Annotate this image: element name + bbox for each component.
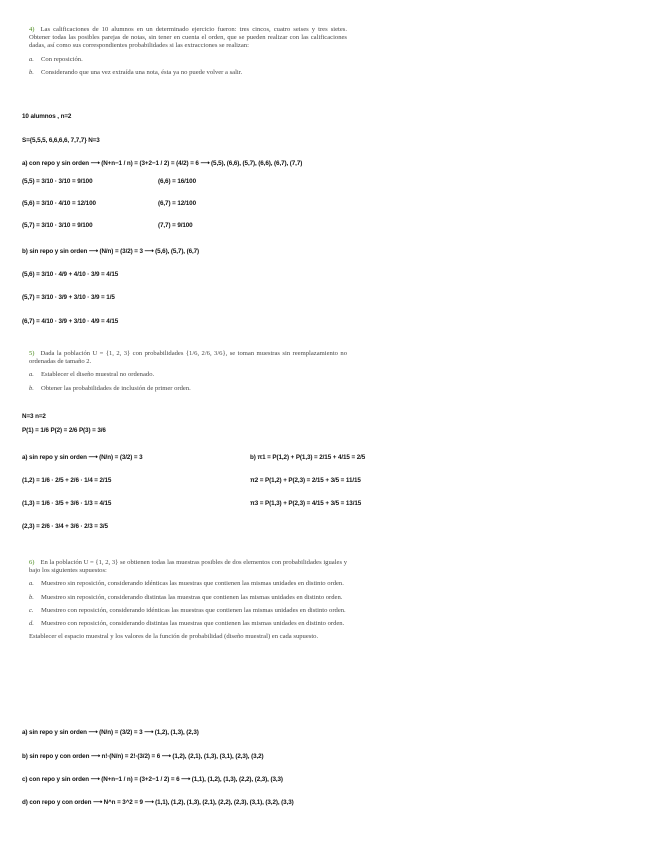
option-text: Considerando que una vez extraída una nota, ésta ya no puede volver a salir. [41, 68, 243, 76]
handwritten-line: b) sin repo y sin orden ⟶ (N/n) = (3/2) = 3 ⟶ (5,6), (5,7), (6,7) [22, 248, 200, 255]
handwritten-line: d) con repo y con orden ⟶ N^n = 3^2 = 9 ⟶ (1,1), (1,2), (1,3), (2,1), (2,2), (2,3), (3,1), (3,2), (3,3) [22, 799, 294, 806]
option-text: Muestreo sin reposición, considerando idénticas las muestras que contienen las mismas unidades en distinto orden. [41, 580, 344, 588]
handwritten-line: (7,7) = 9/100 [158, 222, 193, 229]
option-c [29, 607, 347, 615]
option-text: Muestreo con reposición, considerando distintas las muestras que contienen las mismas unidades en distinto orden. [41, 620, 345, 628]
exercise-6 [29, 559, 347, 641]
option-letter: b. [29, 384, 34, 392]
option-text: Con reposición. [41, 55, 83, 63]
handwritten-line: (1,3) = 1/6 · 3/5 + 3/6 · 1/3 = 4/15 [22, 500, 112, 507]
exercise-5 [29, 350, 347, 393]
option-text: Establecer el diseño muestral no ordenado. [41, 371, 155, 379]
option-a [29, 371, 347, 379]
exercise-number: 4) [29, 26, 35, 33]
option-letter: a. [29, 371, 34, 379]
handwritten-line: 10 alumnos , n=2 [22, 113, 72, 120]
option-letter: a. [29, 580, 34, 588]
handwritten-line: π3 = P(1,3) + P(2,3) = 4/15 + 3/5 = 13/15 [250, 500, 362, 507]
handwritten-line: (5,7) = 3/10 · 3/9 + 3/10 · 3/9 = 1/5 [22, 294, 115, 301]
handwritten-line: (5,6) = 3/10 · 4/10 = 12/100 [22, 200, 96, 207]
option-text: Obtener las probabilidades de inclusión de primer orden. [41, 384, 191, 392]
closing-text: Establecer el espacio muestral y los valores de la función de probabilidad (diseño muestral) en cada supuesto. [29, 633, 319, 641]
option-b [29, 594, 347, 602]
option-b [29, 69, 347, 77]
option-letter: a. [29, 55, 34, 63]
handwritten-line: π2 = P(1,2) + P(2,3) = 2/15 + 3/5 = 11/15 [250, 477, 361, 484]
option-letter: b. [29, 68, 34, 76]
option-b [29, 385, 347, 393]
option-letter: b. [29, 593, 34, 601]
handwritten-line: (6,6) = 16/100 [158, 178, 196, 185]
option-a [29, 580, 347, 588]
handwritten-line: c) con repo y sin orden ⟶ (N+n−1 / n) = (3+2−1 / 2) = 6 ⟶ (1,1), (1,2), (1,3), (2,2), (2,3), (3,3) [22, 776, 283, 783]
handwritten-line: N=3 n=2 [22, 413, 46, 420]
handwritten-line: (5,5) = 3/10 · 3/10 = 9/100 [22, 178, 93, 185]
handwritten-line: P(1) = 1/6 P(2) = 2/6 P(3) = 3/6 [22, 427, 106, 434]
option-text: Muestreo con reposición, considerando idénticas las muestras que contienen las mismas unidades en distinto orden. [41, 606, 346, 614]
exercise-4 [29, 26, 347, 77]
handwritten-line: b) π1 = P(1,2) + P(1,3) = 2/15 + 4/15 = 2/5 [250, 454, 366, 461]
handwritten-line: (5,6) = 3/10 · 4/9 + 4/10 · 3/9 = 4/15 [22, 271, 119, 278]
handwritten-line: (1,2) = 1/6 · 2/5 + 2/6 · 1/4 = 2/15 [22, 477, 112, 484]
option-a [29, 56, 347, 64]
exercise-5-statement [29, 350, 347, 366]
handwritten-line: (6,7) = 4/10 · 3/9 + 3/10 · 4/9 = 4/15 [22, 318, 119, 325]
option-letter: c. [29, 606, 34, 614]
statement-text: Dada la población U = {1, 2, 3} con probabilidades {1/6, 2/6, 3/6}, se toman muestras sin reemplazamiento no ordenadas de tamaño 2. [29, 350, 347, 366]
option-text: Muestreo sin reposición, considerando distintas las muestras que contienen las mismas unidades en distinto orden. [41, 593, 343, 601]
handwritten-line: S={5,5,5, 6,6,6,6, 7,7,7} N=3 [22, 137, 100, 144]
handwritten-line: a) sin repo y sin orden ⟶ (N/n) = (3/2) = 3 [22, 454, 143, 461]
exercise-6-statement [29, 559, 347, 575]
handwritten-line: a) sin repo y sin orden ⟶ (N/n) = (3/2) = 3 ⟶ (1,2), (1,3), (2,3) [22, 729, 199, 736]
option-d [29, 620, 347, 628]
exercise-number: 6) [29, 559, 35, 566]
handwritten-line: a) con repo y sin orden ⟶ (N+n−1 / n) = (3+2−1 / 2) = (4/2) = 6 ⟶ (5,5), (6,6), (5,7), (6,6), (6,7), (7,7) [22, 160, 303, 167]
exercise-4-statement [29, 26, 347, 51]
option-letter: d. [29, 620, 34, 628]
exercise-number: 5) [29, 350, 35, 357]
handwritten-line: (5,7) = 3/10 · 3/10 = 9/100 [22, 222, 93, 229]
statement-text: Las calificaciones de 10 alumnos en un determinado ejercicio fueron: tres cincos, cuatro seises y tres sietes. Obtener todas las posibles parejas de notas, sin tener en cuenta el orden, que se pueden realizar con las calificaciones dadas, así como sus correspondientes probabilidades si las extracciones se realizan: [29, 26, 347, 50]
statement-text: En la población U = {1, 2, 3} se obtienen todas las muestras posibles de dos elementos con probabilidades iguales y bajo los siguientes supuestos: [29, 559, 347, 575]
handwritten-line: (2,3) = 2/6 · 3/4 + 3/6 · 2/3 = 3/5 [22, 523, 108, 530]
handwritten-line: b) sin repo y con orden ⟶ n!·(N/n) = 2!·(3/2) = 6 ⟶ (1,2), (2,1), (1,3), (3,1), (2,3), (3,2) [22, 753, 264, 760]
handwritten-line: (6,7) = 12/100 [158, 200, 196, 207]
